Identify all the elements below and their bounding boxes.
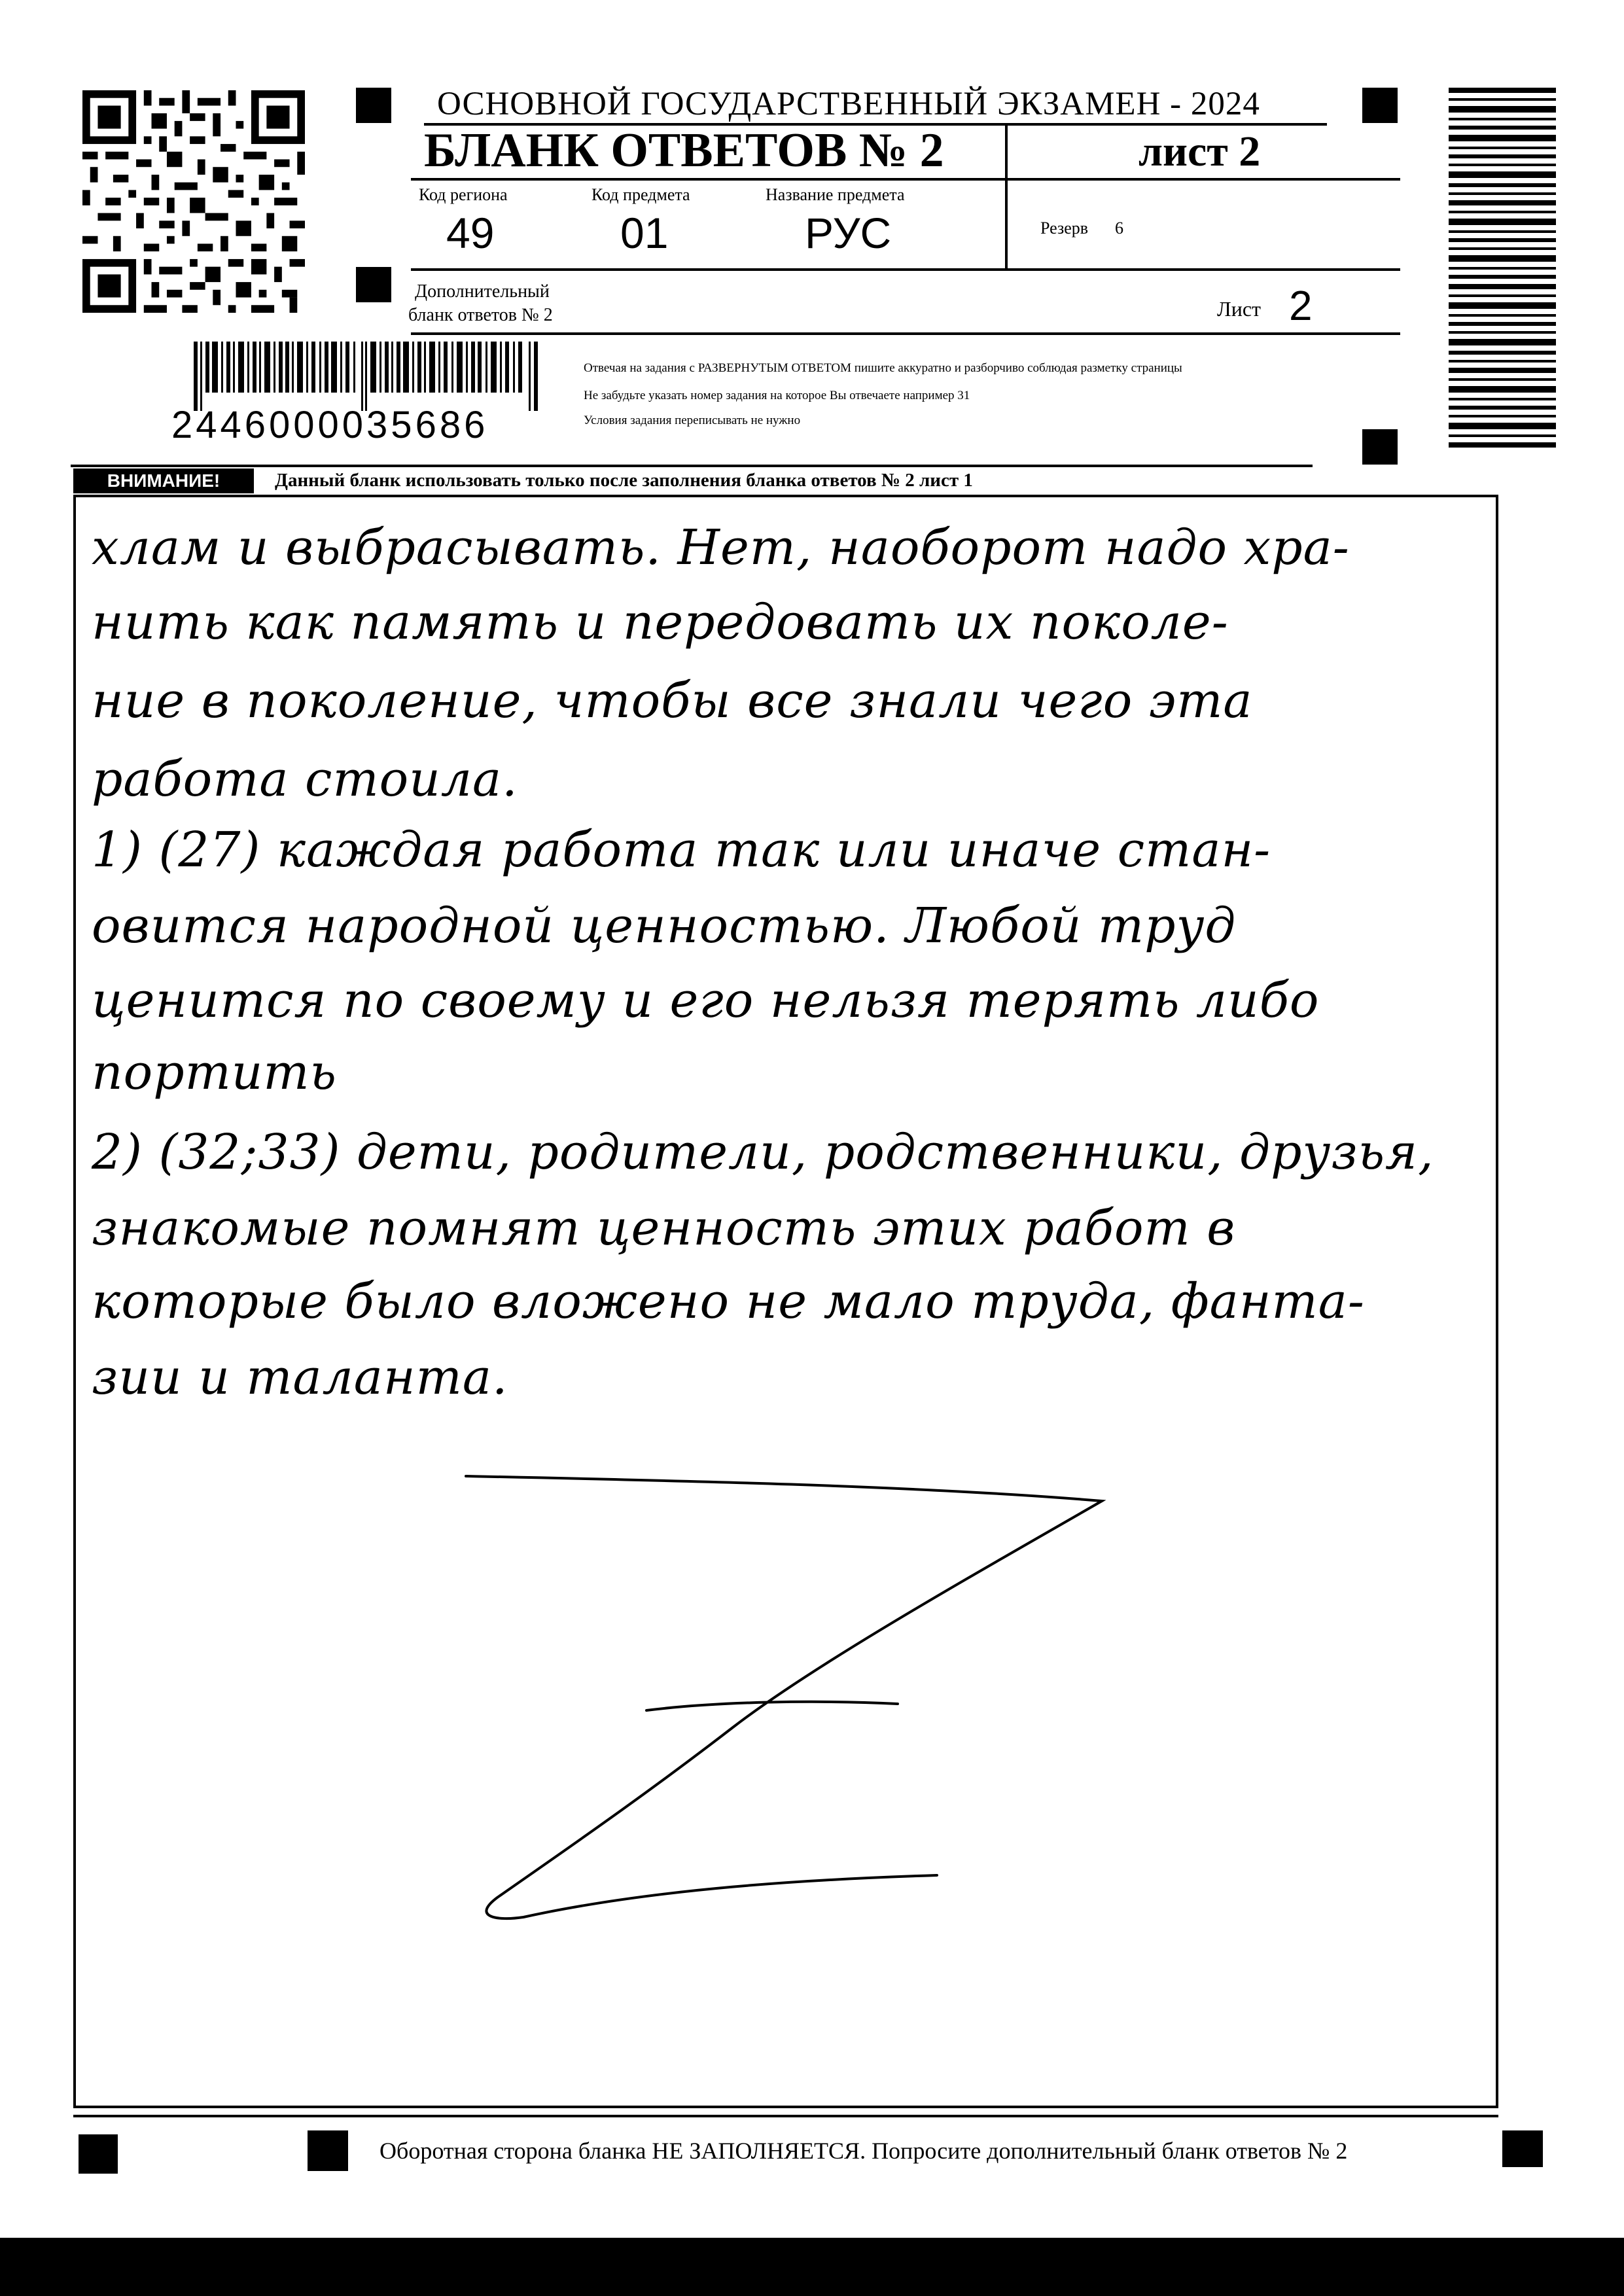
exam-title: ОСНОВНОЙ ГОСУДАРСТВЕННЫЙ ЭКЗАМЕН - 2024 [437,86,1260,122]
answer-line: хлам и выбрасывать. Нет, наоборот надо хра- [92,520,1350,576]
warning-text: Данный бланк использовать только после заполнения бланка ответов № 2 лист 1 [275,470,973,491]
sheet-number-value: 2 [1289,282,1313,329]
marker-bottom-mid [308,2130,348,2171]
scan-edge-band [0,2238,1624,2296]
instruction-line-2: Не забудьте указать номер задания на которое Вы отвечаете например 31 [584,389,970,402]
footer-rule [73,2115,1498,2117]
answer-line: 2) (32;33) дети, родители, родственники, друзья, [92,1124,1434,1180]
warning-badge: ВНИМАНИЕ! [73,468,254,493]
sheet-title: лист 2 [1139,128,1261,175]
answer-line: работа стоила. [92,751,518,807]
subject-name-label: Название предмета [766,185,905,204]
region-code-value: 49 [446,209,495,257]
instruction-line-1: Отвечая на задания с РАЗВЕРНУТЫМ ОТВЕТОМ пишите аккуратно и разборчиво соблюдая разметку страницы [584,361,1182,375]
form-title: БЛАНК ОТВЕТОВ № 2 [424,124,944,177]
answer-line: 1) (27) каждая работа так или иначе стан- [92,822,1271,878]
instruction-line-3: Условия задания переписывать не нужно [584,414,801,427]
answer-line: ценится по своему и его нельзя терять либо [92,972,1320,1029]
reserve-value: 6 [1115,219,1123,238]
answer-line: ние в поколение, чтобы все знали чего эта [92,673,1253,729]
sheet-number-label: Лист [1217,297,1262,321]
subject-name-value: РУС [805,209,892,257]
footer-text: Оборотная сторона бланка НЕ ЗАПОЛНЯЕТСЯ. Попросите дополнительный бланк ответов № 2 [380,2138,1348,2164]
region-code-label: Код региона [419,185,508,204]
subject-code-value: 01 [620,209,669,257]
answer-line: портить [92,1044,337,1101]
barcode-number: 2446000035686 [171,404,489,446]
answer-line: овится народной ценностью. Любой труд [92,898,1237,954]
marker-bottom-left [79,2134,118,2174]
answer-line: которые было вложено не мало труда, фанта- [92,1273,1365,1330]
subject-code-label: Код предмета [591,185,690,204]
answer-line: зии и таланта. [92,1349,508,1405]
answer-line: знакомые помнят ценность этих работ в [92,1200,1236,1256]
reserve-label: Резерв [1040,219,1089,238]
additional-label-2: бланк ответов № 2 [408,305,553,325]
additional-label-1: Дополнительный [415,281,550,302]
answer-line: нить как память и передовать их поколе- [92,594,1229,650]
marker-bottom-right [1502,2130,1543,2167]
